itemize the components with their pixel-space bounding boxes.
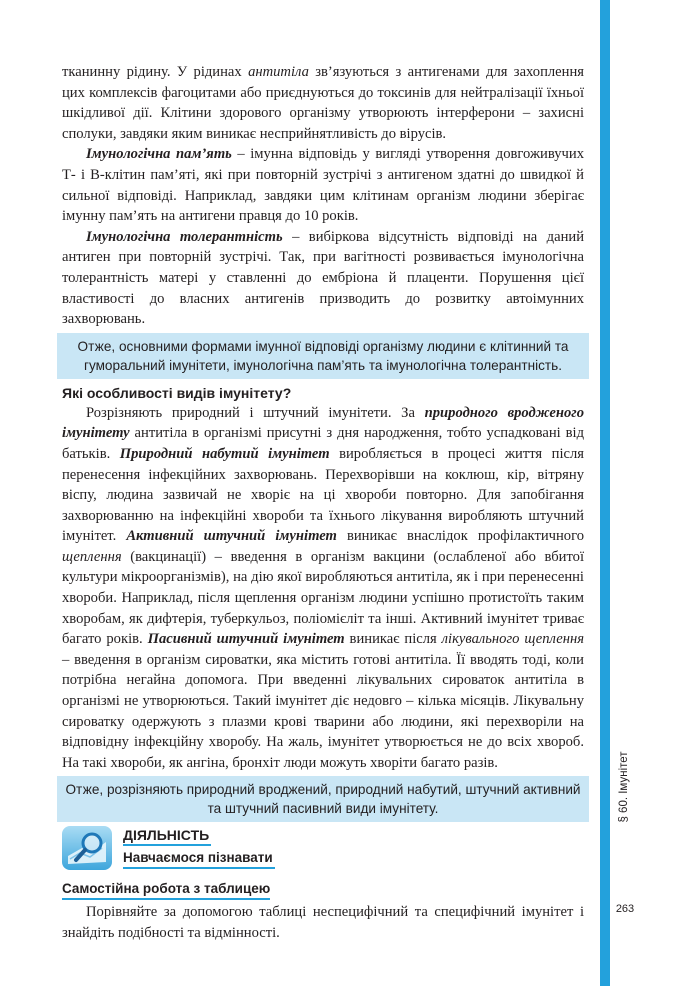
page-content [62,62,584,944]
text-run: Розрізняють природний і штучний імунітети. За [86,404,425,421]
term-immune-memory: Імунологічна пам’ять [86,146,232,163]
paragraph-immune-memory [62,144,584,226]
term-vaccination: щеплення [62,548,122,565]
text-run: – введення в організм сироватки, яка містить готові антитіла. Її вводять тоді, коли потрібна негайна допомога. При введенні лікувальних сироваток антитіла в організмі не утворюються. Такий імунітет діє недовго – кілька місяців. Лікувальну сироватку одержують з плазми крові тварини або людини, які перехворіли на відповідну інфекційну хворобу. На жаль, імунітет утворюється не до всіх хвороб. На такі хвороби, як ангіна, бронхіт люди можуть хворіти багато разів. [62,651,584,771]
summary-box-1: Отже, основними формами імунної відповіді організму людини є клітинний та гуморальний імунітети, імунологічна пам’ять та імунологічна толерантність. [57,333,589,379]
sidebar-accent-bar [600,0,610,986]
term-immune-tolerance: Імунологічна толерантність [86,228,283,245]
task-text: Порівняйте за допомогою таблиці неспецифічний та специфічний імунітет і знайдіть подібності та відмінності. [62,904,584,941]
term-antibodies: антитіла [248,64,309,80]
paragraph-immunity-types [62,403,584,774]
activity-subtitle: Навчаємося пізнавати [123,849,275,869]
summary-box-2: Отже, розрізняють природний вроджений, природний набутий, штучний активний та штучний пасивний види імунітету. [57,776,589,822]
term-natural-acquired: Природний набутий імунітет [119,445,330,462]
section-heading: Які особливості видів імунітету? [62,384,292,401]
term-active-artificial: Активний штучний імунітет [126,528,337,545]
text-run: виникає після [344,631,442,648]
section-label [610,712,638,862]
activity-title: ДІЯЛЬНІСТЬ [123,826,211,846]
text-run: зв’язуються з антигенами для захоплення цих комплексів фагоцитами або приєднуються до токсинів для нейтралізації їхньої шкідливої дії. Клітини здорового організму утворюють інтерферони – захисні сполуки, завдяки яким виникає несприйнятливість до вірусів. [62,64,584,142]
text-run: антитіла в організмі присутні з дня народження, тобто успадковані від батьків. [62,425,584,462]
task-heading: Самостійна робота з таблицею [62,880,270,900]
text-run: тканинну рідину. У рідинах [62,64,249,80]
term-therapeutic-vaccination: лікувального щеплення [441,631,584,648]
section-label-text: § 60. Імунітет [618,751,630,823]
text-run: виникає внаслідок профілактичного [336,528,584,545]
page-number: 263 [615,903,635,915]
paragraph-antibodies [62,62,584,144]
activity-block [62,826,584,878]
term-natural-innate: природного вродженого імунітету [62,404,584,442]
text-run: (вакцинації) – введення в організм вакцини (ослабленої або вбитої культури мікроорганізмів), на дію якої виробляються антитіла, як і при перенесенні хвороби. Наприклад, після щеплення організм людини успішно протистоїть таким хворобам, як дифтерія, туберкульоз, поліомієліт та інші. Активний імунітет триває багато років. [62,548,584,648]
paragraph-immune-tolerance [62,227,584,330]
text-run: – вибіркова відсутність відповіді на даний антиген при повторній зустрічі. Так, при вагітності розвивається імунологічна толерантність матері у ставленні до ембріона й плаценти. Порушення цієї властивості до власних антигенів призводить до розвитку автоімунних захворювань. [62,228,585,328]
magnifier-map-icon [62,826,112,870]
term-passive-artificial: Пасивний штучний імунітет [147,631,345,648]
text-run: – імунна відповідь у вигляді утворення довгоживучих Т- і В-клітин пам’яті, які при повторній зустрічі з антигеном здатні до швидкої й сильної відповіді. Наприклад, завдяки цим клітинам організм людини зберігає імунну пам’ять на антигени правця до 10 років. [62,146,584,225]
text-run: виробляється в процесі життя після перенесення інфекційних захворювань. Перехворівши на коклюш, кір, вітряну віспу, людина зазвичай не хворіє на ці хвороби повторно. Для запобігання захворюванню на інфекційні хвороби та їхнього лікування виробляють штучний імунітет. [62,445,584,545]
